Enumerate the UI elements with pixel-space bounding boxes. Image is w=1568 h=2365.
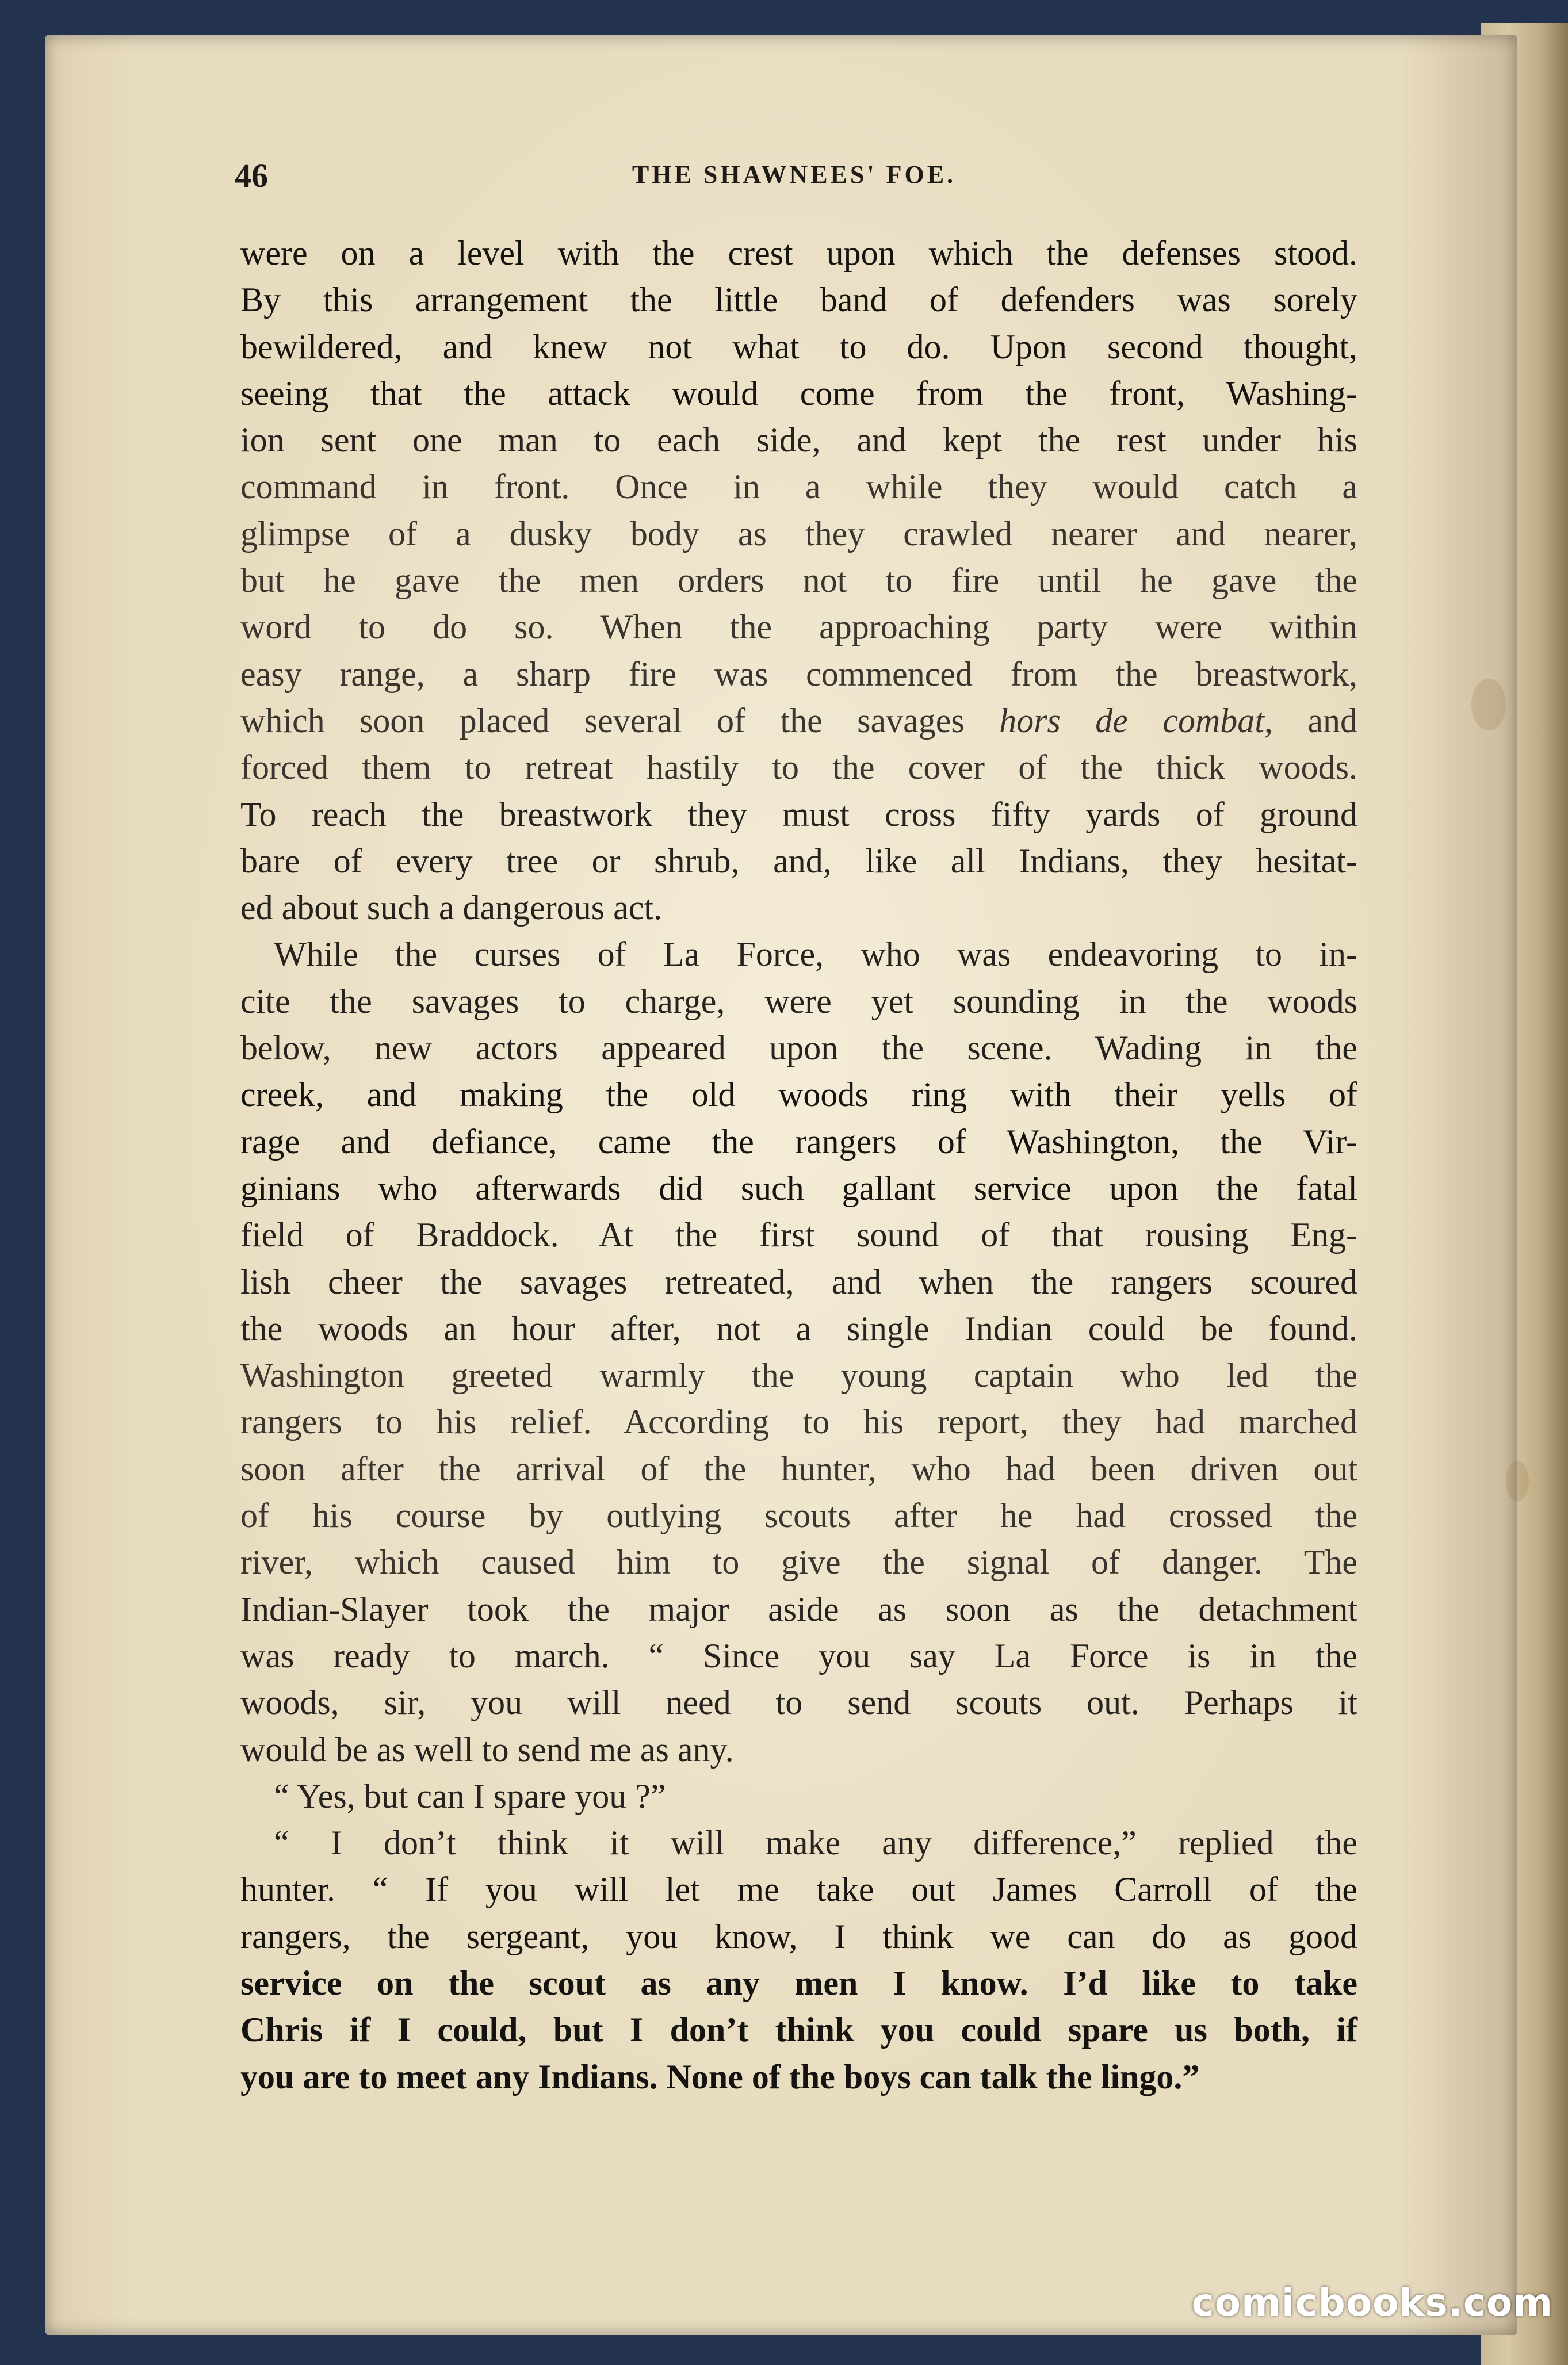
body-text [240, 230, 1357, 2100]
text-line: seeing that the attack would come from the front, Washing- [240, 374, 1357, 412]
text-line: glimpse of a dusky body as they crawled nearer and nearer, [240, 514, 1357, 553]
text-line: “ Yes, but can I spare you ?” [274, 1777, 666, 1815]
text-line: of his course by outlying scouts after he had crossed the [240, 1497, 1357, 1535]
text-line: “ I don’t think it will make any difference,” replied the [274, 1824, 1357, 1862]
italic-phrase: hors de combat [999, 701, 1264, 740]
text-line: bewildered, and knew not what to do. Upon second thought, [240, 327, 1357, 366]
watermark-logo: comicbooks.com [1191, 2280, 1553, 2325]
text-line: ginians who afterwards did such gallant service upon the fatal [240, 1169, 1357, 1207]
paper-stain [1471, 679, 1506, 730]
text-line: would be as well to send me as any. [240, 1730, 734, 1769]
text-line: river, which caused him to give the signal of danger. The [240, 1543, 1357, 1582]
text-line: ed about such a dangerous act. [240, 889, 663, 927]
text-line: woods, sir, you will need to send scouts out. Perhaps it [240, 1683, 1357, 1722]
text-line: soon after the arrival of the hunter, who had been driven out [240, 1449, 1357, 1488]
text-line: bare of every tree or shrub, and, like all Indians, they hesitat- [240, 841, 1357, 880]
text-line: command in front. Once in a while they would catch a [240, 468, 1357, 506]
text-line: the woods an hour after, not a single Indian could be found. [240, 1309, 1357, 1348]
text-line: but he gave the men orders not to fire until he gave the [240, 561, 1357, 600]
text-line: easy range, a sharp fire was commenced from the breastwork, [240, 655, 1357, 693]
text-line: were on a level with the crest upon which the defenses stood. [240, 234, 1357, 272]
text-line: Chris if I could, but I don’t think you could spare us both, if [240, 2011, 1357, 2049]
text-line: Washington greeted warmly the young captain who led the [240, 1356, 1357, 1395]
text-line: To reach the breastwork they must cross fifty yards of ground [240, 795, 1357, 833]
text-line: ion sent one man to each side, and kept the rest under his [240, 421, 1357, 460]
paper-stain [1506, 1461, 1529, 1501]
text-line: forced them to retreat hastily to the cover of the thick woods. [240, 748, 1357, 787]
text-line: field of Braddock. At the first sound of that rousing Eng- [240, 1216, 1357, 1254]
text-line: which soon placed several of the savages hors de combat, and [240, 701, 1357, 740]
running-title: THE SHAWNEES' FOE. [632, 160, 957, 189]
text-line: rage and defiance, came the rangers of Washington, the Vir- [240, 1122, 1357, 1161]
text-line: Indian-Slayer took the major aside as soon as the detachment [240, 1590, 1357, 1628]
text-line: was ready to march. “ Since you say La Force is in the [240, 1636, 1357, 1675]
text-line: below, new actors appeared upon the scene. Wading in the [240, 1029, 1357, 1067]
text-line: By this arrangement the little band of defenders was sorely [240, 281, 1357, 319]
text-line: word to do so. When the approaching party were within [240, 608, 1357, 646]
text-line: service on the scout as any men I know. I’d like to take [240, 1964, 1357, 2002]
text-line: While the curses of La Force, who was endeavoring to in- [274, 935, 1357, 974]
text-line: rangers to his relief. According to his report, they had marched [240, 1403, 1357, 1441]
text-line: you are to meet any Indians. None of the boys can talk the lingo.” [240, 2057, 1200, 2096]
text-line: hunter. “ If you will let me take out James Carroll of the [240, 1870, 1357, 1909]
text-line: cite the savages to charge, were yet sounding in the woods [240, 982, 1357, 1020]
text-line: lish cheer the savages retreated, and when the rangers scoured [240, 1262, 1357, 1301]
text-line: creek, and making the old woods ring with their yells of [240, 1076, 1357, 1114]
page-header [235, 156, 1353, 197]
text-line: rangers, the sergeant, you know, I think we can do as good [240, 1917, 1357, 1955]
page-number: 46 [235, 157, 268, 194]
